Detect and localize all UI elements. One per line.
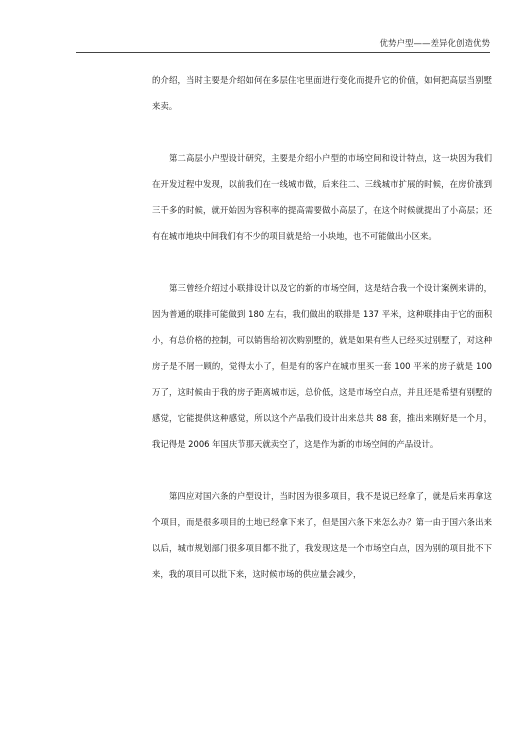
- body-text: [152, 67, 492, 587]
- running-header: 优势户型——差异化创造优势: [379, 39, 490, 49]
- paragraph-gap: [152, 457, 492, 483]
- paragraph-gap: [152, 249, 492, 275]
- paragraph-small-unit-highrise: 第二高层小户型设计研究，主要是介绍小户型的市场空间和设计特点，这一块因为我们在开发过程中发现，以前我们在一线城市做，后来往二、三线城市扩展的时候，在房价涨到三千多的时候，就开始因为容积率的提高需要做小高层了，在这个时候就提出了小高层；还有在城市地块中间我们有不少的项目就是给一小块地，也不可能做出小区来。: [152, 153, 492, 241]
- paragraph-small-townhouse: 第三曾经介绍过小联排设计以及它的新的市场空间，这是结合我一个设计案例来讲的，因为普通的联排可能做到 180 左右，我们做出的联排是 137 平米，这种联排由于它的面积小，有总价格的控制，可以销售给初次购别墅的，就是如果有些人已经买过别墅了，对这种房子是不屑一顾的，觉得太小了，但是有的客户在城市里买一套 100 平米的房子就是 100 万了，这时候由于我的房子距离城市远，总价低，这是市场空白点，并且还是希望有别墅的感觉，它能提供这种感觉，所以这个产品我们设计出来总共 88 套，推出来刚好是一个月，我记得是 2006 年国庆节那天就卖空了，这是作为新的市场空间的产品设计。: [152, 283, 492, 449]
- paragraph-continuation: 的介绍，当时主要是介绍如何在多层住宅里面进行变化而提升它的价值，如何把高层当别墅来卖。: [152, 75, 492, 111]
- header-divider: [76, 52, 490, 53]
- paragraph-gap: [152, 119, 492, 145]
- paragraph-national-six-rules: 第四应对国六条的户型设计，当时因为很多项目，我不是说已经拿了，就是后来再拿这个项目，而是很多项目的土地已经拿下来了，但是国六条下来怎么办？第一由于国六条出来以后，城市规划部门很多项目都不批了，我发现这是一个市场空白点，因为别的项目批不下来，我的项目可以批下来，这时候市场的供应量会减少，: [152, 491, 492, 579]
